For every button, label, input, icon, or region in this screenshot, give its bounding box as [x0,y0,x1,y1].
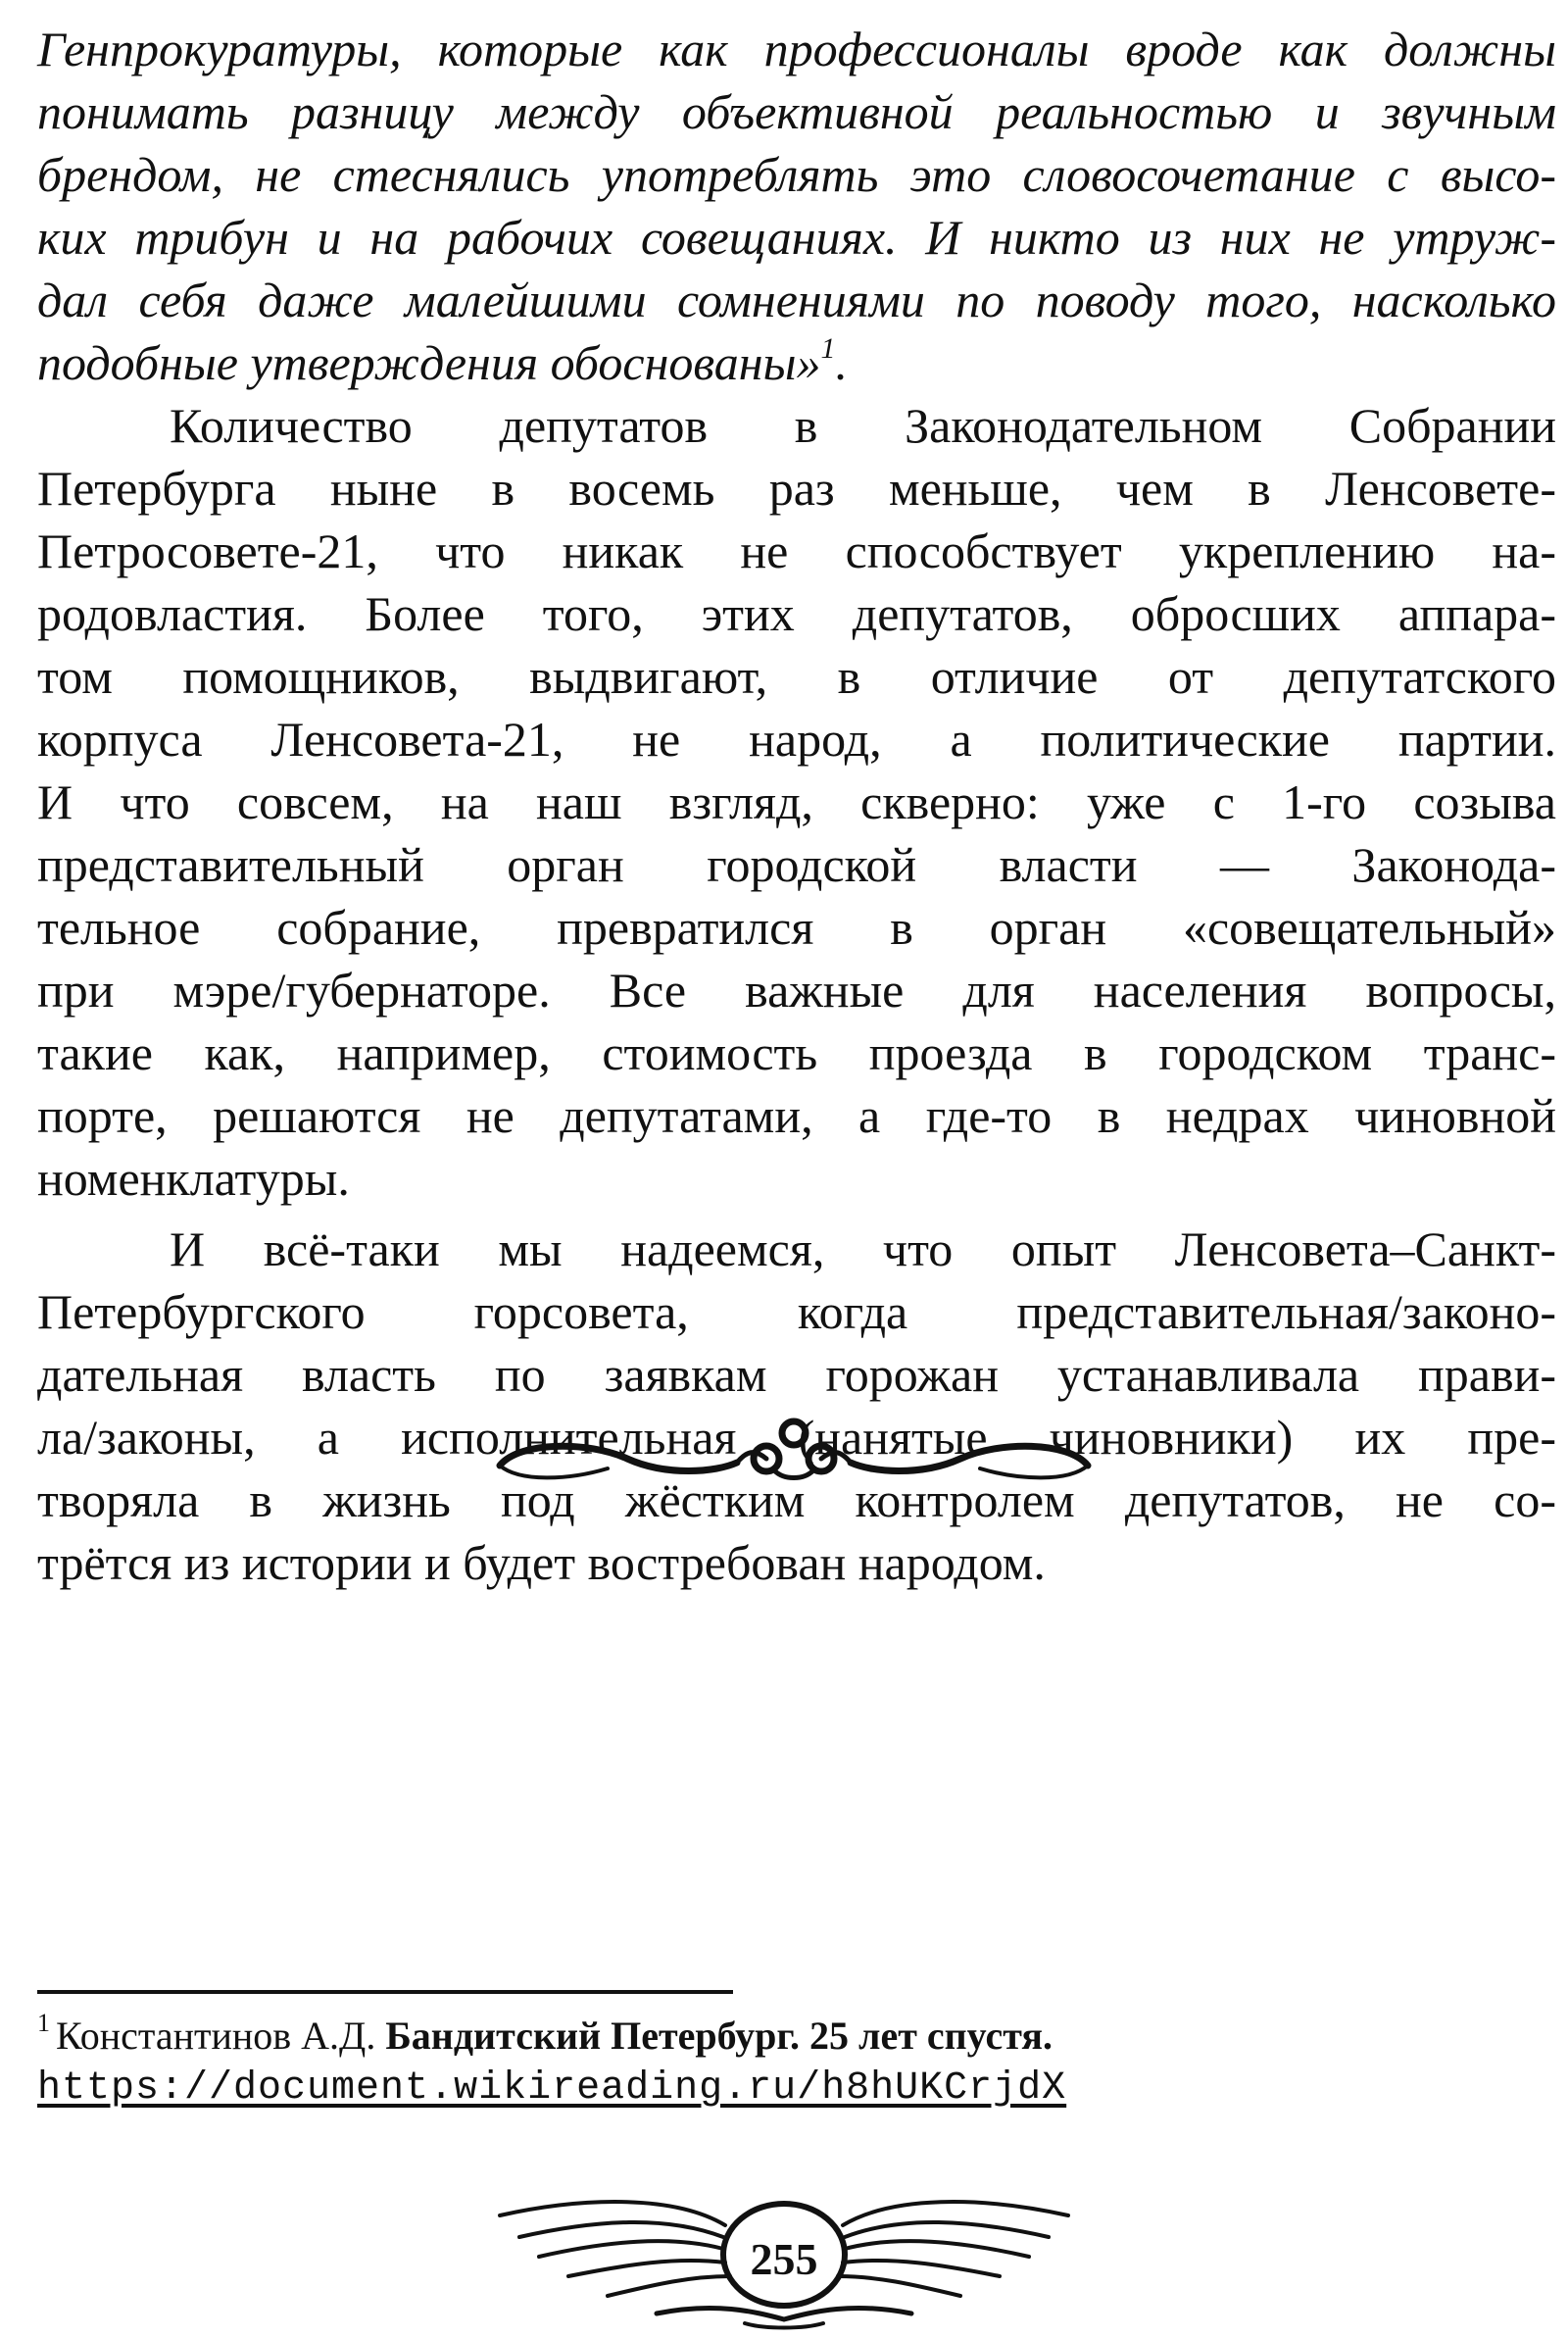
quote-line: брендом, не стеснялись употреблять это словосочетание с высо- [37,147,1556,202]
paragraph-line: такие как, например, стоимость проезда в городском транс- [37,1025,1556,1080]
paragraph-1 [37,394,1556,1210]
paragraph-line: дательная власть по заявкам горожан устанавливала прави- [37,1347,1556,1402]
quote-line: Генпрокуратуры, которые как профессионалы вроде как должны [37,22,1556,76]
paragraph-line: при мэре/губернаторе. Все важные для населения вопросы, [37,963,1556,1018]
footnote [37,2010,1546,2115]
paragraph-line: родовластия. Более того, этих депутатов, обросших аппара- [37,586,1556,641]
quotation-block [37,18,1556,394]
paragraph-line: И всё-таки мы надеемся, что опыт Ленсовета–Санкт- [170,1221,1556,1276]
quote-line-text: подобные утверждения обоснованы» [37,335,821,390]
quote-line: понимать разницу между объективной реальностью и звучным [37,84,1556,139]
footnote-link[interactable]: https://document.wikireading.ru/h8hUKCrjdX [37,2066,1067,2111]
paragraph-line: том помощников, выдвигают, в отличие от депутатского [37,649,1556,704]
paragraph-line: номенклатуры. [37,1151,350,1206]
paragraph-line: представительный орган городской власти — Законода- [37,837,1556,892]
quote-end: . [835,335,848,390]
paragraph-line: И что совсем, на наш взгляд, скверно: уже с 1-го созыва [37,774,1556,829]
paragraph-line: корпуса Ленсовета-21, не народ, а политические партии. [37,712,1556,767]
flourish-ornament-icon [480,1412,1107,1500]
footnote-title: Бандитский Петербург. 25 лет спустя. [385,2014,1053,2058]
paragraph-line: Петербургского горсовета, когда представительная/законо- [37,1284,1556,1339]
footnote-reference[interactable]: 1 [820,332,836,365]
paragraph-line: Количество депутатов в Законодательном Собрании [170,398,1556,453]
footnote-divider [37,1990,733,1994]
paragraph-line: Петросовете-21, что никак не способствует укреплению на- [37,523,1556,578]
quote-line: ких трибун и на рабочих совещаниях. И никто из них не утруж- [37,210,1556,265]
footnote-author: Константинов А.Д. [56,2014,376,2058]
paragraph-line: порте, решаются не депутатами, а где-то в недрах чиновной [37,1088,1556,1143]
paragraph-line: трётся из истории и будет востребован народом. [37,1535,1046,1590]
paragraph-line: Петербурга ныне в восемь раз меньше, чем в Ленсовете- [37,461,1556,516]
paragraph-line: тельное собрание, превратился в орган «совещательный» [37,900,1556,955]
footnote-mark: 1 [37,2009,50,2037]
paragraph-2 [37,1218,1556,1594]
paragraph-line: творяла в жизнь под жёстким контролем депутатов, не со- [37,1472,1556,1527]
quote-line: дал себя даже малейшими сомнениями по поводу того, насколько [37,273,1556,327]
paragraph-line: ла/законы, а исполнительная (нанятые чиновники) их пре- [37,1410,1556,1465]
page-number: 255 [750,2234,818,2284]
quote-line-last [37,331,1556,394]
